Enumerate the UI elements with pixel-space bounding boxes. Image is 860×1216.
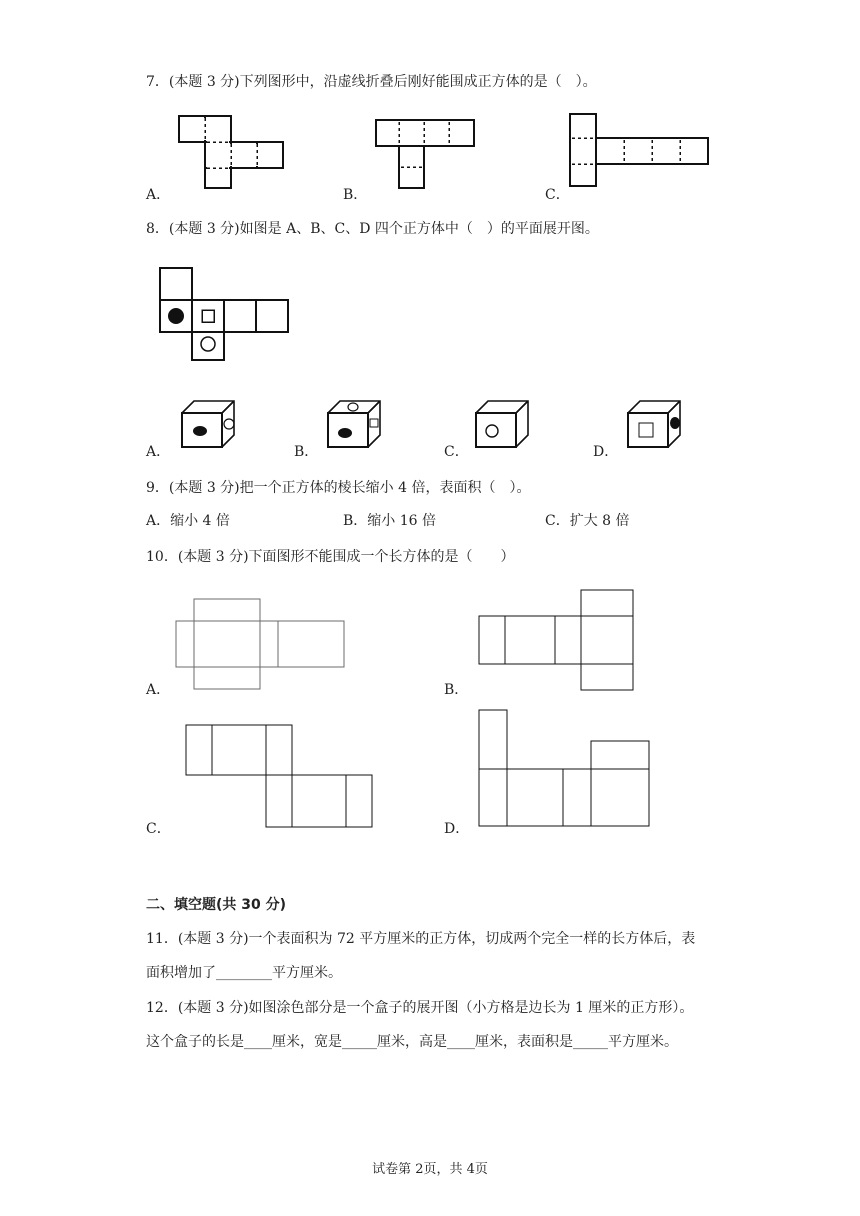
- q12-line-1: 12．(本题 3 分)如图涂色部分是一个盒子的展开图（小方格是边长为 1 厘米的正方形）。: [146, 1000, 694, 1016]
- q7-option-b: B．: [343, 187, 368, 203]
- q8-option-d: D．: [593, 444, 619, 460]
- q8-cube-b: [316, 395, 384, 451]
- q8-cube-a: [170, 395, 238, 451]
- q7-net-c: [566, 110, 712, 190]
- q12-line-2: 这个盒子的长是____厘米，宽是_____厘米，高是____厘米，表面积是_____平方厘米。: [146, 1034, 678, 1050]
- q8-option-b: B．: [294, 444, 319, 460]
- q9-stem: 9．(本题 3 分)把一个正方体的棱长缩小 4 倍，表面积（ ）。: [146, 480, 531, 496]
- q10-net-b: [477, 588, 637, 694]
- q8-option-c: C．: [444, 444, 469, 460]
- q7-option-a: A．: [146, 187, 171, 203]
- q10-option-c: C．: [146, 821, 171, 837]
- q11-line-2: 面积增加了________平方厘米。: [146, 965, 342, 981]
- q10-net-c: [184, 723, 376, 831]
- filled-circle-icon: [168, 308, 184, 324]
- section-title-fill-in: 二、填空题(共 30 分): [146, 897, 287, 913]
- q10-option-a: A．: [146, 682, 171, 698]
- q9-option-a: A．缩小 4 倍: [146, 513, 230, 529]
- q8-cube-d: [616, 395, 684, 451]
- ring-icon: [201, 337, 215, 351]
- q8-stem: 8．(本题 3 分)如图是 A、B、C、D 四个正方体中（ ）的平面展开图。: [146, 221, 599, 237]
- page-footer: 试卷第 2页，共 4页: [372, 1162, 488, 1177]
- q10-option-d: D．: [444, 821, 470, 837]
- q7-net-a: [175, 112, 287, 192]
- q7-stem: 7．(本题 3 分)下列图形中，沿虚线折叠后刚好能围成正方体的是（ ）。: [146, 74, 597, 90]
- q9-option-b: B．缩小 16 倍: [343, 513, 437, 529]
- q7-option-c: C．: [545, 187, 570, 203]
- q8-option-a: A．: [146, 444, 171, 460]
- q11-line-1: 11．(本题 3 分)一个表面积为 72 平方厘米的正方体，切成两个完全一样的长方体后，表: [146, 931, 696, 947]
- q9-option-c: C．扩大 8 倍: [545, 513, 630, 529]
- q10-net-a: [174, 597, 348, 693]
- q8-net: [158, 266, 294, 362]
- q8-cube-c: [464, 395, 532, 451]
- q10-stem: 10．(本题 3 分)下面图形不能围成一个长方体的是（ ）: [146, 549, 515, 565]
- q10-option-b: B．: [444, 682, 469, 698]
- q7-net-b: [372, 116, 478, 192]
- square-icon: [202, 310, 214, 322]
- q10-net-d: [477, 708, 653, 830]
